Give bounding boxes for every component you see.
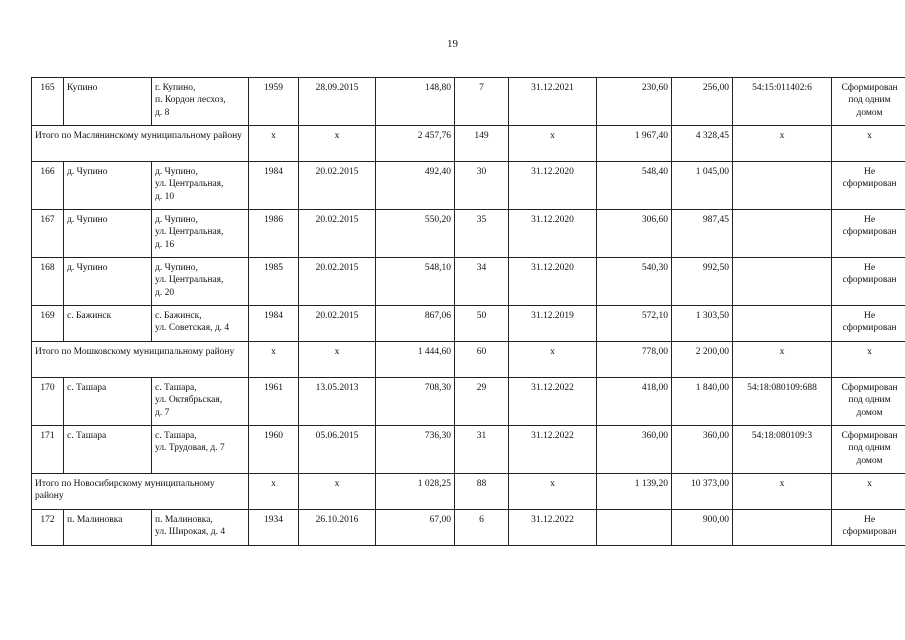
year-cell: 1934 [249,510,299,546]
row-number-cell: 168 [32,258,64,306]
date-cell: х [299,342,376,378]
land-status-cell: Сформирован под одним домом [832,78,905,126]
settlement-cell: Купино [64,78,152,126]
table-row [32,306,905,342]
deadline-cell: х [509,474,597,510]
year-cell: 1984 [249,306,299,342]
area-relocation-cell: 418,00 [597,378,672,426]
area-cell: 1 028,25 [376,474,455,510]
cost-cell: 2 200,00 [672,342,733,378]
cost-cell: 987,45 [672,210,733,258]
area-relocation-cell: 1 967,40 [597,126,672,162]
land-status-cell: х [832,342,905,378]
year-cell: 1986 [249,210,299,258]
settlement-cell: с. Бажинск [64,306,152,342]
land-status-cell: Не сформирован [832,162,905,210]
cost-cell: 992,50 [672,258,733,306]
cadastral-number-cell [733,258,832,306]
address-cell: г. Купино, п. Кордон лесхоз, д. 8 [152,78,249,126]
residents-cell: 35 [455,210,509,258]
year-cell: 1959 [249,78,299,126]
cadastral-number-cell [733,162,832,210]
total-label-cell: Итого по Маслянинскому муниципальному району [32,126,249,162]
cost-cell: 360,00 [672,426,733,474]
row-number-cell: 172 [32,510,64,546]
date-cell: 05.06.2015 [299,426,376,474]
residents-cell: 88 [455,474,509,510]
area-relocation-cell: 1 139,20 [597,474,672,510]
cadastral-number-cell: 54:15:011402:6 [733,78,832,126]
cost-cell: 1 303,50 [672,306,733,342]
housing-registry-table [31,77,905,546]
land-status-cell: Не сформирован [832,258,905,306]
residents-cell: 50 [455,306,509,342]
year-cell: 1961 [249,378,299,426]
address-cell: д. Чупино, ул. Центральная, д. 20 [152,258,249,306]
table-row [32,426,905,474]
date-cell: 20.02.2015 [299,258,376,306]
address-cell: с. Ташара, ул. Октябрьская, д. 7 [152,378,249,426]
cadastral-number-cell [733,306,832,342]
address-cell: с. Ташара, ул. Трудовая, д. 7 [152,426,249,474]
cost-cell: 256,00 [672,78,733,126]
land-status-cell: Не сформирован [832,306,905,342]
date-cell: 20.02.2015 [299,210,376,258]
deadline-cell: 31.12.2020 [509,162,597,210]
address-cell: п. Малиновка, ул. Широкая, д. 4 [152,510,249,546]
row-number-cell: 170 [32,378,64,426]
deadline-cell: 31.12.2022 [509,510,597,546]
area-relocation-cell: 778,00 [597,342,672,378]
deadline-cell: 31.12.2022 [509,378,597,426]
table-row [32,378,905,426]
cost-cell: 1 840,00 [672,378,733,426]
land-status-cell: х [832,126,905,162]
area-cell: 1 444,60 [376,342,455,378]
total-label-cell: Итого по Мошковскому муниципальному району [32,342,249,378]
land-status-cell: Сформирован под одним домом [832,426,905,474]
date-cell: 20.02.2015 [299,162,376,210]
date-cell: х [299,126,376,162]
cadastral-number-cell: 54:18:080109:688 [733,378,832,426]
area-cell: 550,20 [376,210,455,258]
year-cell: 1984 [249,162,299,210]
residents-cell: 6 [455,510,509,546]
row-number-cell: 165 [32,78,64,126]
cadastral-number-cell [733,210,832,258]
land-status-cell: Не сформирован [832,210,905,258]
total-label-cell: Итого по Новосибирскому муниципальному району [32,474,249,510]
date-cell: 13.05.2013 [299,378,376,426]
deadline-cell: 31.12.2022 [509,426,597,474]
residents-cell: 60 [455,342,509,378]
cadastral-number-cell: х [733,342,832,378]
year-cell: х [249,474,299,510]
settlement-cell: д. Чупино [64,210,152,258]
deadline-cell: 31.12.2020 [509,210,597,258]
cadastral-number-cell: х [733,126,832,162]
year-cell: х [249,342,299,378]
area-cell: 67,00 [376,510,455,546]
area-relocation-cell: 548,40 [597,162,672,210]
area-cell: 708,30 [376,378,455,426]
date-cell: 26.10.2016 [299,510,376,546]
row-number-cell: 166 [32,162,64,210]
area-cell: 2 457,76 [376,126,455,162]
cost-cell: 10 373,00 [672,474,733,510]
year-cell: 1960 [249,426,299,474]
area-relocation-cell: 540,30 [597,258,672,306]
deadline-cell: 31.12.2019 [509,306,597,342]
table-row [32,78,905,126]
land-status-cell: Не сформирован [832,510,905,546]
address-cell: д. Чупино, ул. Центральная, д. 10 [152,162,249,210]
residents-cell: 29 [455,378,509,426]
settlement-cell: с. Ташара [64,426,152,474]
address-cell: с. Бажинск, ул. Советская, д. 4 [152,306,249,342]
district-total-row [32,342,905,378]
cost-cell: 4 328,45 [672,126,733,162]
page-number: 19 [447,38,458,50]
row-number-cell: 171 [32,426,64,474]
cadastral-number-cell [733,510,832,546]
date-cell: 28.09.2015 [299,78,376,126]
cadastral-number-cell: 54:18:080109:3 [733,426,832,474]
deadline-cell: 31.12.2021 [509,78,597,126]
area-relocation-cell: 572,10 [597,306,672,342]
district-total-row [32,126,905,162]
settlement-cell: д. Чупино [64,162,152,210]
year-cell: 1985 [249,258,299,306]
table-row [32,510,905,546]
deadline-cell: х [509,126,597,162]
cadastral-number-cell: х [733,474,832,510]
area-cell: 148,80 [376,78,455,126]
residents-cell: 149 [455,126,509,162]
deadline-cell: х [509,342,597,378]
residents-cell: 30 [455,162,509,210]
area-relocation-cell: 360,00 [597,426,672,474]
area-cell: 492,40 [376,162,455,210]
area-relocation-cell [597,510,672,546]
area-cell: 736,30 [376,426,455,474]
settlement-cell: д. Чупино [64,258,152,306]
address-cell: д. Чупино, ул. Центральная, д. 16 [152,210,249,258]
cost-cell: 1 045,00 [672,162,733,210]
area-relocation-cell: 230,60 [597,78,672,126]
table-row [32,162,905,210]
residents-cell: 31 [455,426,509,474]
land-status-cell: х [832,474,905,510]
table-body [32,78,905,546]
settlement-cell: п. Малиновка [64,510,152,546]
cost-cell: 900,00 [672,510,733,546]
date-cell: 20.02.2015 [299,306,376,342]
year-cell: х [249,126,299,162]
residents-cell: 34 [455,258,509,306]
residents-cell: 7 [455,78,509,126]
table-row [32,210,905,258]
date-cell: х [299,474,376,510]
land-status-cell: Сформирован под одним домом [832,378,905,426]
deadline-cell: 31.12.2020 [509,258,597,306]
table-row [32,258,905,306]
area-cell: 867,06 [376,306,455,342]
area-relocation-cell: 306,60 [597,210,672,258]
settlement-cell: с. Ташара [64,378,152,426]
district-total-row [32,474,905,510]
row-number-cell: 169 [32,306,64,342]
area-cell: 548,10 [376,258,455,306]
row-number-cell: 167 [32,210,64,258]
